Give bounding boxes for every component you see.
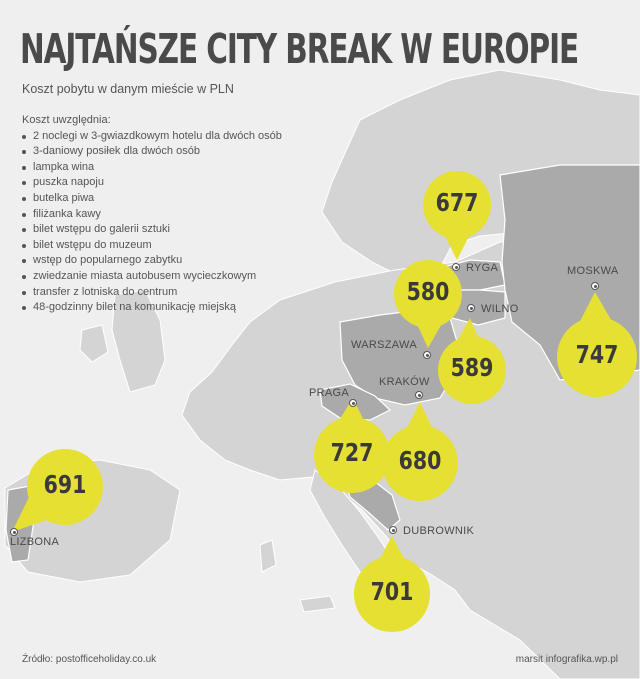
subtitle: Koszt pobytu w danym mieście w PLN	[22, 82, 234, 96]
includes-item: 48-godzinny bilet na komunikację miejską	[22, 300, 282, 316]
includes-item: zwiedzanie miasta autobusem wycieczkowym	[22, 269, 282, 285]
price-wilno: 589	[450, 353, 494, 382]
location-dot-icon	[423, 351, 431, 359]
city-label: WILNO	[481, 303, 519, 315]
price-krakow: 680	[398, 446, 442, 475]
includes-item: puszka napoju	[22, 175, 282, 191]
location-dot-icon	[10, 528, 18, 536]
price-warszawa: 580	[406, 277, 450, 306]
city-label: MOSKWA	[567, 265, 619, 277]
source-note: Źródło: postofficeholiday.co.uk	[22, 654, 157, 665]
city-label: PRAGA	[309, 387, 350, 399]
credit-note: marsit infografika.wp.pl	[515, 654, 618, 665]
price-dubrownik: 701	[370, 577, 414, 606]
includes-heading: Koszt uwzględnia:	[22, 114, 111, 126]
includes-item: 2 noclegi w 3-gwiazdkowym hotelu dla dwóch osób	[22, 129, 282, 145]
location-dot-icon	[349, 399, 357, 407]
includes-item: 3-daniowy posiłek dla dwóch osób	[22, 144, 282, 160]
location-dot-icon	[415, 391, 423, 399]
location-dot-icon	[452, 263, 460, 271]
city-label: KRAKÓW	[379, 376, 430, 388]
includes-item: filiżanka kawy	[22, 207, 282, 223]
price-ryga: 677	[435, 188, 479, 217]
location-dot-icon	[467, 304, 475, 312]
city-label: DUBROWNIK	[403, 525, 475, 537]
includes-item: bilet wstępu do muzeum	[22, 238, 282, 254]
includes-item: transfer z lotniska do centrum	[22, 285, 282, 301]
location-dot-icon	[591, 282, 599, 290]
page-title: NAJTAŃSZE CITY BREAK W EUROPIE	[20, 25, 579, 73]
includes-item: butelka piwa	[22, 191, 282, 207]
location-dot-icon	[389, 526, 397, 534]
city-label: RYGA	[466, 262, 499, 274]
price-lizbona: 691	[43, 470, 87, 499]
includes-item: wstęp do popularnego zabytku	[22, 253, 282, 269]
price-moskwa: 747	[575, 340, 619, 369]
includes-item: bilet wstępu do galerii sztuki	[22, 222, 282, 238]
city-label: WARSZAWA	[351, 339, 417, 351]
price-praga: 727	[330, 438, 374, 467]
city-label: LIZBONA	[10, 536, 60, 548]
includes-item: lampka wina	[22, 160, 282, 176]
